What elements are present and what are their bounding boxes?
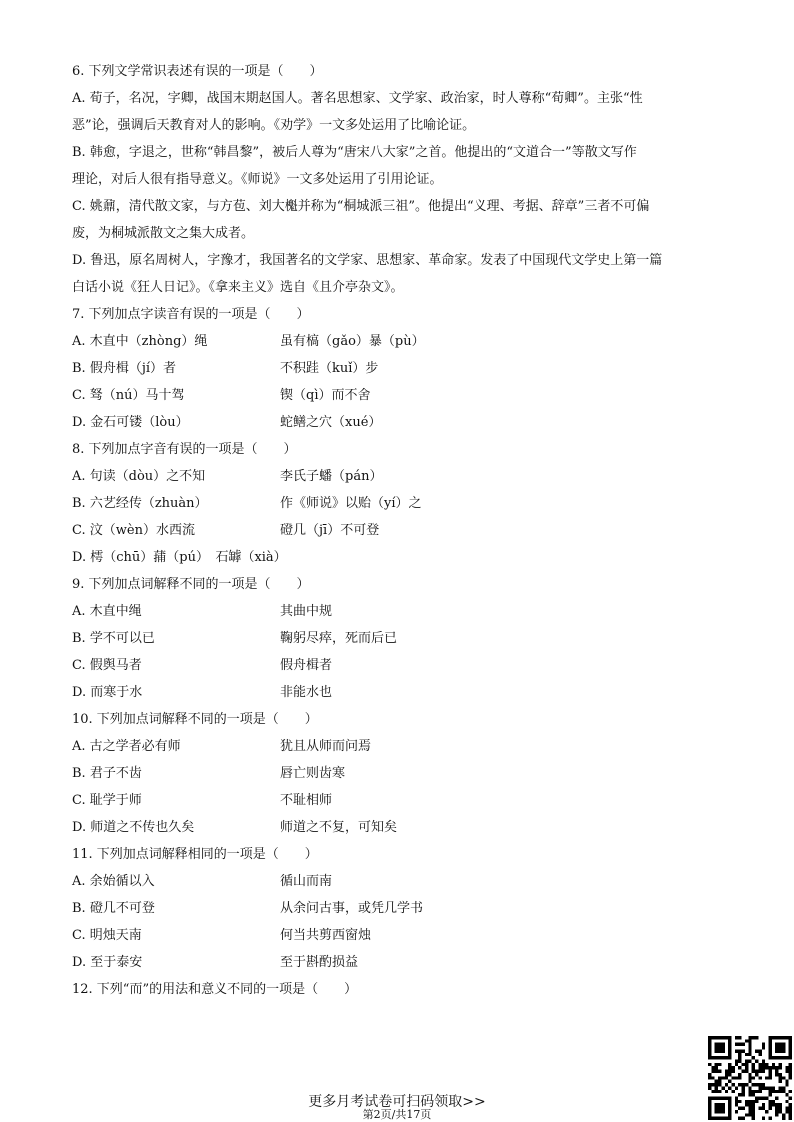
option-right: 虽有槁（gǎo）暴（pù） bbox=[280, 334, 425, 349]
question-stem: 9. 下列加点词解释不同的一项是（ ） bbox=[72, 577, 310, 592]
option-line: 白话小说《狂人日记》。《拿来主义》选自《且介亭杂文》。 bbox=[72, 280, 404, 295]
option-left: A. 古之学者必有师 bbox=[72, 739, 181, 754]
option-row bbox=[72, 625, 724, 652]
question-stem: 6. 下列文学常识表述有误的一项是（ ） bbox=[72, 64, 323, 79]
option-row bbox=[72, 922, 724, 949]
option-left: A. 木直中绳 bbox=[72, 604, 142, 619]
option-row bbox=[72, 652, 724, 679]
option-row bbox=[72, 598, 724, 625]
option-line: B. 韩愈，字退之，世称“韩昌黎”，被后人尊为“唐宋八大家”之首。他提出的“文道合一”等散文写作 bbox=[72, 145, 637, 160]
option-row bbox=[72, 868, 724, 895]
option-line: 恶”论，强调后天教育对人的影响。《劝学》一文多处运用了比喻论证。 bbox=[72, 118, 476, 133]
option-left: D. 师道之不传也久矣 bbox=[72, 820, 195, 835]
option-right: 犹且从师而问焉 bbox=[280, 739, 372, 754]
option-left: C. 耻学于师 bbox=[72, 793, 142, 808]
option-left: B. 君子不齿 bbox=[72, 766, 142, 781]
option-left: D. 樗（chū）蒱（pú） 石罅（xià） bbox=[72, 550, 287, 565]
option-left: A. 木直中（zhòng）绳 bbox=[72, 334, 208, 349]
exam-page-content bbox=[72, 58, 724, 1003]
option-left: C. 明烛天南 bbox=[72, 928, 142, 943]
option-row bbox=[72, 787, 724, 814]
option-right: 不积跬（kuǐ）步 bbox=[280, 361, 379, 376]
option-right: 循山而南 bbox=[280, 874, 333, 889]
scan-qr-prompt[interactable]: 更多月考试卷可扫码领取>> bbox=[308, 1094, 486, 1110]
option-left: A. 句读（dòu）之不知 bbox=[72, 469, 206, 484]
option-left: A. 余始循以入 bbox=[72, 874, 155, 889]
option-left: D. 而寒于水 bbox=[72, 685, 143, 700]
option-left: C. 假舆马者 bbox=[72, 658, 142, 673]
option-line: 理论，对后人很有指导意义。《师说》一文多处运用了引用论证。 bbox=[72, 172, 443, 187]
option-right: 何当共剪西窗烛 bbox=[280, 928, 372, 943]
option-right: 至于斟酌损益 bbox=[280, 955, 359, 970]
option-right: 其曲中规 bbox=[280, 604, 333, 619]
option-row bbox=[72, 679, 724, 706]
option-right: 假舟楫者 bbox=[280, 658, 333, 673]
option-right: 鞠躬尽瘁，死而后已 bbox=[280, 631, 398, 646]
option-line: D. 鲁迅，原名周树人，字豫才，我国著名的文学家、思想家、革命家。发表了中国现代文学史上第一篇 bbox=[72, 253, 663, 268]
option-paragraph bbox=[72, 139, 724, 193]
option-paragraph bbox=[72, 193, 724, 247]
option-paragraph bbox=[72, 85, 724, 139]
option-row bbox=[72, 382, 724, 409]
option-row bbox=[72, 409, 724, 436]
option-row bbox=[72, 517, 724, 544]
question-stem: 11. 下列加点词解释相同的一项是（ ） bbox=[72, 847, 318, 862]
option-line: A. 荀子，名况，字卿，战国末期赵国人。著名思想家、文学家、政治家，时人尊称“荀卿”。主张“性 bbox=[72, 91, 643, 106]
option-row bbox=[72, 814, 724, 841]
option-right: 从余问古事，或凭几学书 bbox=[280, 901, 424, 916]
option-line: C. 姚鼐，清代散文家，与方苞、刘大櫆并称为“桐城派三祖”。他提出“义理、考据、辞章”三者不可偏 bbox=[72, 199, 650, 214]
option-right: 磴几（jī）不可登 bbox=[280, 523, 380, 538]
option-row bbox=[72, 949, 724, 976]
option-right: 蛇鳝之穴（xué） bbox=[280, 415, 382, 430]
option-row bbox=[72, 895, 724, 922]
question-stem: 8. 下列加点字音有误的一项是（ ） bbox=[72, 442, 297, 457]
option-left: C. 驽（nú）马十驾 bbox=[72, 388, 185, 403]
option-row bbox=[72, 490, 724, 517]
option-left: D. 至于泰安 bbox=[72, 955, 143, 970]
option-right: 唇亡则齿寒 bbox=[280, 766, 346, 781]
option-row bbox=[72, 463, 724, 490]
option-row bbox=[72, 544, 724, 571]
option-row bbox=[72, 328, 724, 355]
question-stem: 7. 下列加点字读音有误的一项是（ ） bbox=[72, 307, 310, 322]
option-row bbox=[72, 733, 724, 760]
option-right: 锲（qì）而不舍 bbox=[280, 388, 371, 403]
option-row bbox=[72, 760, 724, 787]
option-right: 作《师说》以贻（yí）之 bbox=[280, 496, 422, 511]
option-right: 非能水也 bbox=[280, 685, 333, 700]
option-left: B. 学不可以已 bbox=[72, 631, 155, 646]
option-line: 废，为桐城派散文之集大成者。 bbox=[72, 226, 255, 241]
option-paragraph bbox=[72, 247, 724, 301]
page-number: 第2页/共17页 bbox=[362, 1108, 432, 1121]
option-left: C. 汶（wèn）水西流 bbox=[72, 523, 195, 538]
option-right: 师道之不复，可知矣 bbox=[280, 820, 398, 835]
option-right: 李氏子蟠（pán） bbox=[280, 469, 383, 484]
option-right: 不耻相师 bbox=[280, 793, 333, 808]
qr-code-icon[interactable] bbox=[708, 1036, 792, 1120]
question-stem: 12. 下列“而”的用法和意义不同的一项是（ ） bbox=[72, 982, 358, 997]
option-left: B. 假舟楫（jí）者 bbox=[72, 361, 177, 376]
option-row bbox=[72, 355, 724, 382]
option-left: B. 六艺经传（zhuàn） bbox=[72, 496, 208, 511]
option-left: B. 磴几不可登 bbox=[72, 901, 155, 916]
question-stem: 10. 下列加点词解释不同的一项是（ ） bbox=[72, 712, 318, 727]
option-left: D. 金石可镂（lòu） bbox=[72, 415, 189, 430]
